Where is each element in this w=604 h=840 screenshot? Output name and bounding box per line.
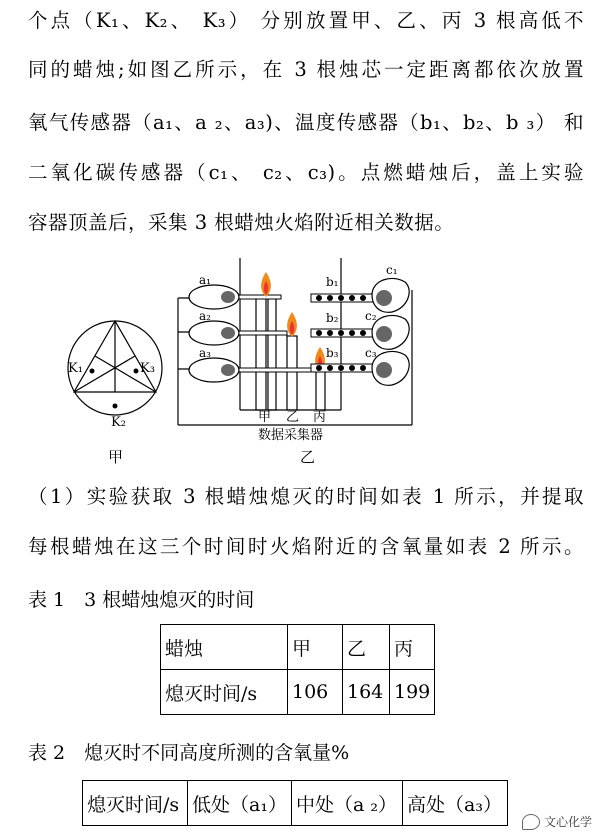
table1-header-cell: 蜡烛 (161, 625, 288, 670)
table1-cell: 199 (390, 670, 435, 715)
figure-left-label: 甲 (108, 448, 124, 466)
table2-header-cell: 高处（a₃） (403, 781, 508, 826)
table1 (160, 624, 435, 715)
o2-sensor-label-3: a₃ (199, 346, 211, 360)
table1-header-cell: 乙 (343, 625, 390, 670)
candle-label-yi: 乙 (286, 410, 300, 425)
co2-sensor-label-3: c₃ (365, 346, 377, 360)
table2-caption: 表 2 熄灭时不同高度所测的含氧量% (28, 742, 350, 764)
co2-sensor-2 (372, 315, 409, 349)
o2-sensor-label-2: a₂ (199, 309, 211, 323)
point-k3-dot (134, 369, 139, 374)
table1-cell: 164 (343, 670, 390, 715)
paragraph-line-4: 二氧化碳传感器（c₁、 c₂、c₃)。点燃蜡烛后，盖上实验 (28, 161, 584, 184)
question-line-1: （1）实验获取 3 根蜡烛熄灭的时间如表 1 所示，并提取 (28, 485, 584, 508)
table1-header-cell: 甲 (288, 625, 343, 670)
temp-sensor-label-2: b₂ (326, 311, 339, 325)
point-k2-dot (113, 404, 118, 409)
table2-header-row (83, 781, 508, 826)
point-k1-label: K₁ (68, 361, 83, 376)
paragraph-line-5: 容器顶盖后，采集 3 根蜡烛火焰附近相关数据。 (28, 211, 455, 234)
table1-header-cell: 丙 (390, 625, 435, 670)
figure-right-label: 乙 (300, 448, 316, 466)
o2-sensor-label-1: a₁ (199, 273, 211, 287)
table2-header-cell: 中处（a ₂） (292, 781, 403, 826)
co2-sensor-label-1: c₁ (386, 263, 398, 277)
temp-sensor-1 (311, 294, 373, 302)
point-k3-label: K₃ (140, 361, 155, 376)
paragraph-line-2: 同的蜡烛;如图乙所示，在 3 根烛芯一定距离都依次放置 (28, 58, 584, 81)
collector-label: 数据采集器 (258, 428, 324, 443)
paragraph-line-3: 氧气传感器（a₁、a ₂、a₃)、温度传感器（b₁、b₂、b ₃） 和 (28, 111, 584, 134)
temp-sensor-2 (311, 329, 373, 337)
table1-caption: 表 1 3 根蜡烛熄灭的时间 (28, 589, 255, 611)
table2 (82, 780, 508, 826)
question-line-2: 每根蜡烛在这三个时间时火焰附近的含氧量如表 2 所示。 (28, 535, 584, 558)
watermark-text: 文心化学 (543, 815, 592, 829)
co2-sensor-3 (372, 351, 409, 385)
watermark (522, 813, 592, 830)
candle-label-jia: 甲 (258, 410, 272, 425)
table2-header-cell: 低处（a₁） (188, 781, 292, 826)
temp-sensor-3 (311, 364, 373, 372)
table1-cell: 106 (288, 670, 343, 715)
experiment-figure (0, 250, 604, 470)
table2-header-cell: 熄灭时间/s (83, 781, 188, 826)
flame-candle-jia (261, 272, 271, 297)
candle-label-bing: 丙 (313, 410, 327, 425)
point-k1-dot (90, 369, 95, 374)
co2-sensor-label-2: c₂ (365, 309, 377, 323)
point-k2-label: K₂ (111, 415, 126, 430)
table1-row-label: 熄灭时间/s (161, 670, 288, 715)
co2-sensor-1 (372, 278, 409, 312)
o2-sensor-2 (189, 321, 287, 345)
temp-sensor-label-3: b₃ (326, 346, 339, 360)
table1-row (161, 670, 435, 715)
flame-candle-yi (287, 312, 297, 337)
chat-bubble-icon (522, 814, 540, 830)
table1-header-row (161, 625, 435, 670)
paragraph-line-1: 个点（K₁、K₂、 K₃） 分别放置甲、乙、丙 3 根高低不 (28, 9, 584, 32)
temp-sensor-label-1: b₁ (326, 275, 339, 289)
